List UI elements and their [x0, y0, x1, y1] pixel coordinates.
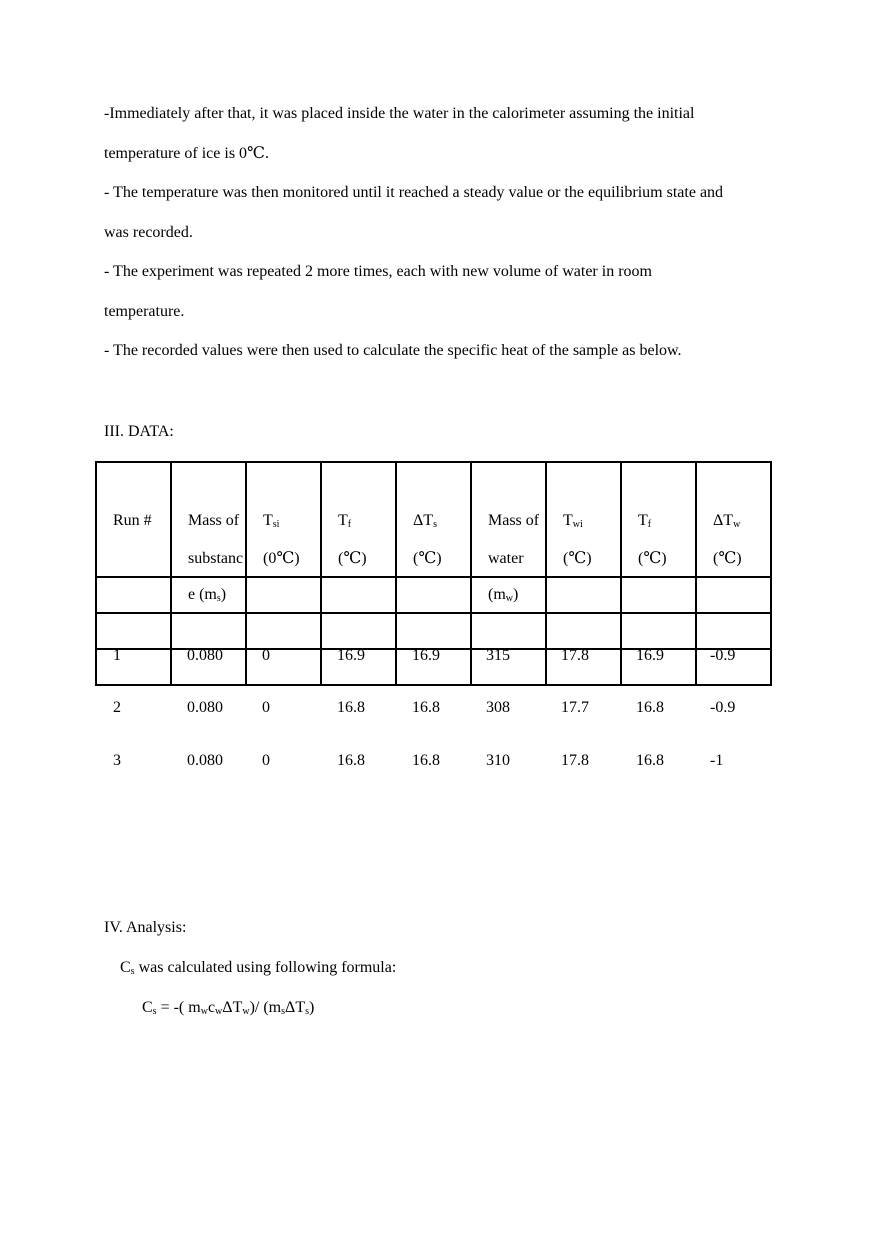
paragraph-line: temperature. [104, 303, 185, 320]
header-mass-substance-unit: e $(m_s)$ [171, 577, 246, 613]
formula: $C_s$ = -( $m_wc_w\Delta T_w)/$ $(m_s\Delta T_s)$ [142, 999, 315, 1017]
header-mass-substance: Mass of substanc [171, 462, 246, 577]
paragraph-line: - The temperature was then monitored until it reached a steady value or the equilibrium state and [104, 184, 724, 201]
data-heading: III. DATA: [104, 423, 174, 440]
header-mass-water: Mass of water [471, 462, 546, 577]
header-mass-water-unit: $(m_w)$ [471, 577, 546, 613]
table-blank-row [96, 613, 771, 649]
table-cell: -0.9 [710, 699, 736, 716]
table-cell: 16.9 [337, 647, 365, 664]
table-cell: 16.9 [636, 647, 664, 664]
paragraph-line: - The experiment was repeated 2 more times, each with new volume of water in room [104, 263, 652, 280]
table-cell: 16.8 [636, 699, 664, 716]
table-cell: 0 [262, 647, 270, 664]
table-cell: 0.080 [187, 752, 223, 769]
table-cell: 0.080 [187, 647, 223, 664]
table-cell: 0 [262, 699, 270, 716]
paragraph-line: was recorded. [104, 224, 193, 241]
table-cell: 17.8 [561, 752, 589, 769]
table-cell: 16.9 [412, 647, 440, 664]
table-cell: 17.7 [561, 699, 589, 716]
table-cell: 3 [113, 752, 121, 769]
table-cell: 310 [486, 752, 510, 769]
table-cell: 16.8 [337, 752, 365, 769]
table-cell: -0.9 [710, 647, 736, 664]
header-twi: $T_{wi}$ (℃) [546, 462, 621, 577]
paragraph-line: - The recorded values were then used to calculate the specific heat of the sample as below. [104, 342, 682, 359]
table-cell: 0 [262, 752, 270, 769]
table-cell: 16.8 [636, 752, 664, 769]
header-tf-water: $T_f$ (℃) [621, 462, 696, 577]
table-cell: -1 [710, 752, 724, 769]
table-cell: 1 [113, 647, 121, 664]
table-cell: 2 [113, 699, 121, 716]
table-header-continuation-row [96, 577, 771, 613]
table-cell: 16.8 [337, 699, 365, 716]
table-cell: 315 [486, 647, 510, 664]
table-cell: 16.8 [412, 699, 440, 716]
paragraph-line: temperature of ice is 0℃. [104, 145, 269, 162]
header-delta-tw: $\Delta T_w$ (℃) [696, 462, 771, 577]
header-tf: $T_f$ (℃) [321, 462, 396, 577]
header-delta-ts: $\Delta T_s$ (℃) [396, 462, 471, 577]
analysis-description: $C_s$ was calculated using following formula: [120, 959, 397, 977]
table-cell: 308 [486, 699, 510, 716]
paragraph-line: -Immediately after that, it was placed inside the water in the calorimeter assuming the initial [104, 105, 695, 122]
table-cell: 16.8 [412, 752, 440, 769]
table-header-row [96, 462, 771, 577]
analysis-heading: IV. Analysis: [104, 919, 187, 936]
header-run: Run # [96, 462, 171, 577]
table-cell: 17.8 [561, 647, 589, 664]
table-cell: 0.080 [187, 699, 223, 716]
header-tsi: $T_{si}$ (0℃) [246, 462, 321, 577]
